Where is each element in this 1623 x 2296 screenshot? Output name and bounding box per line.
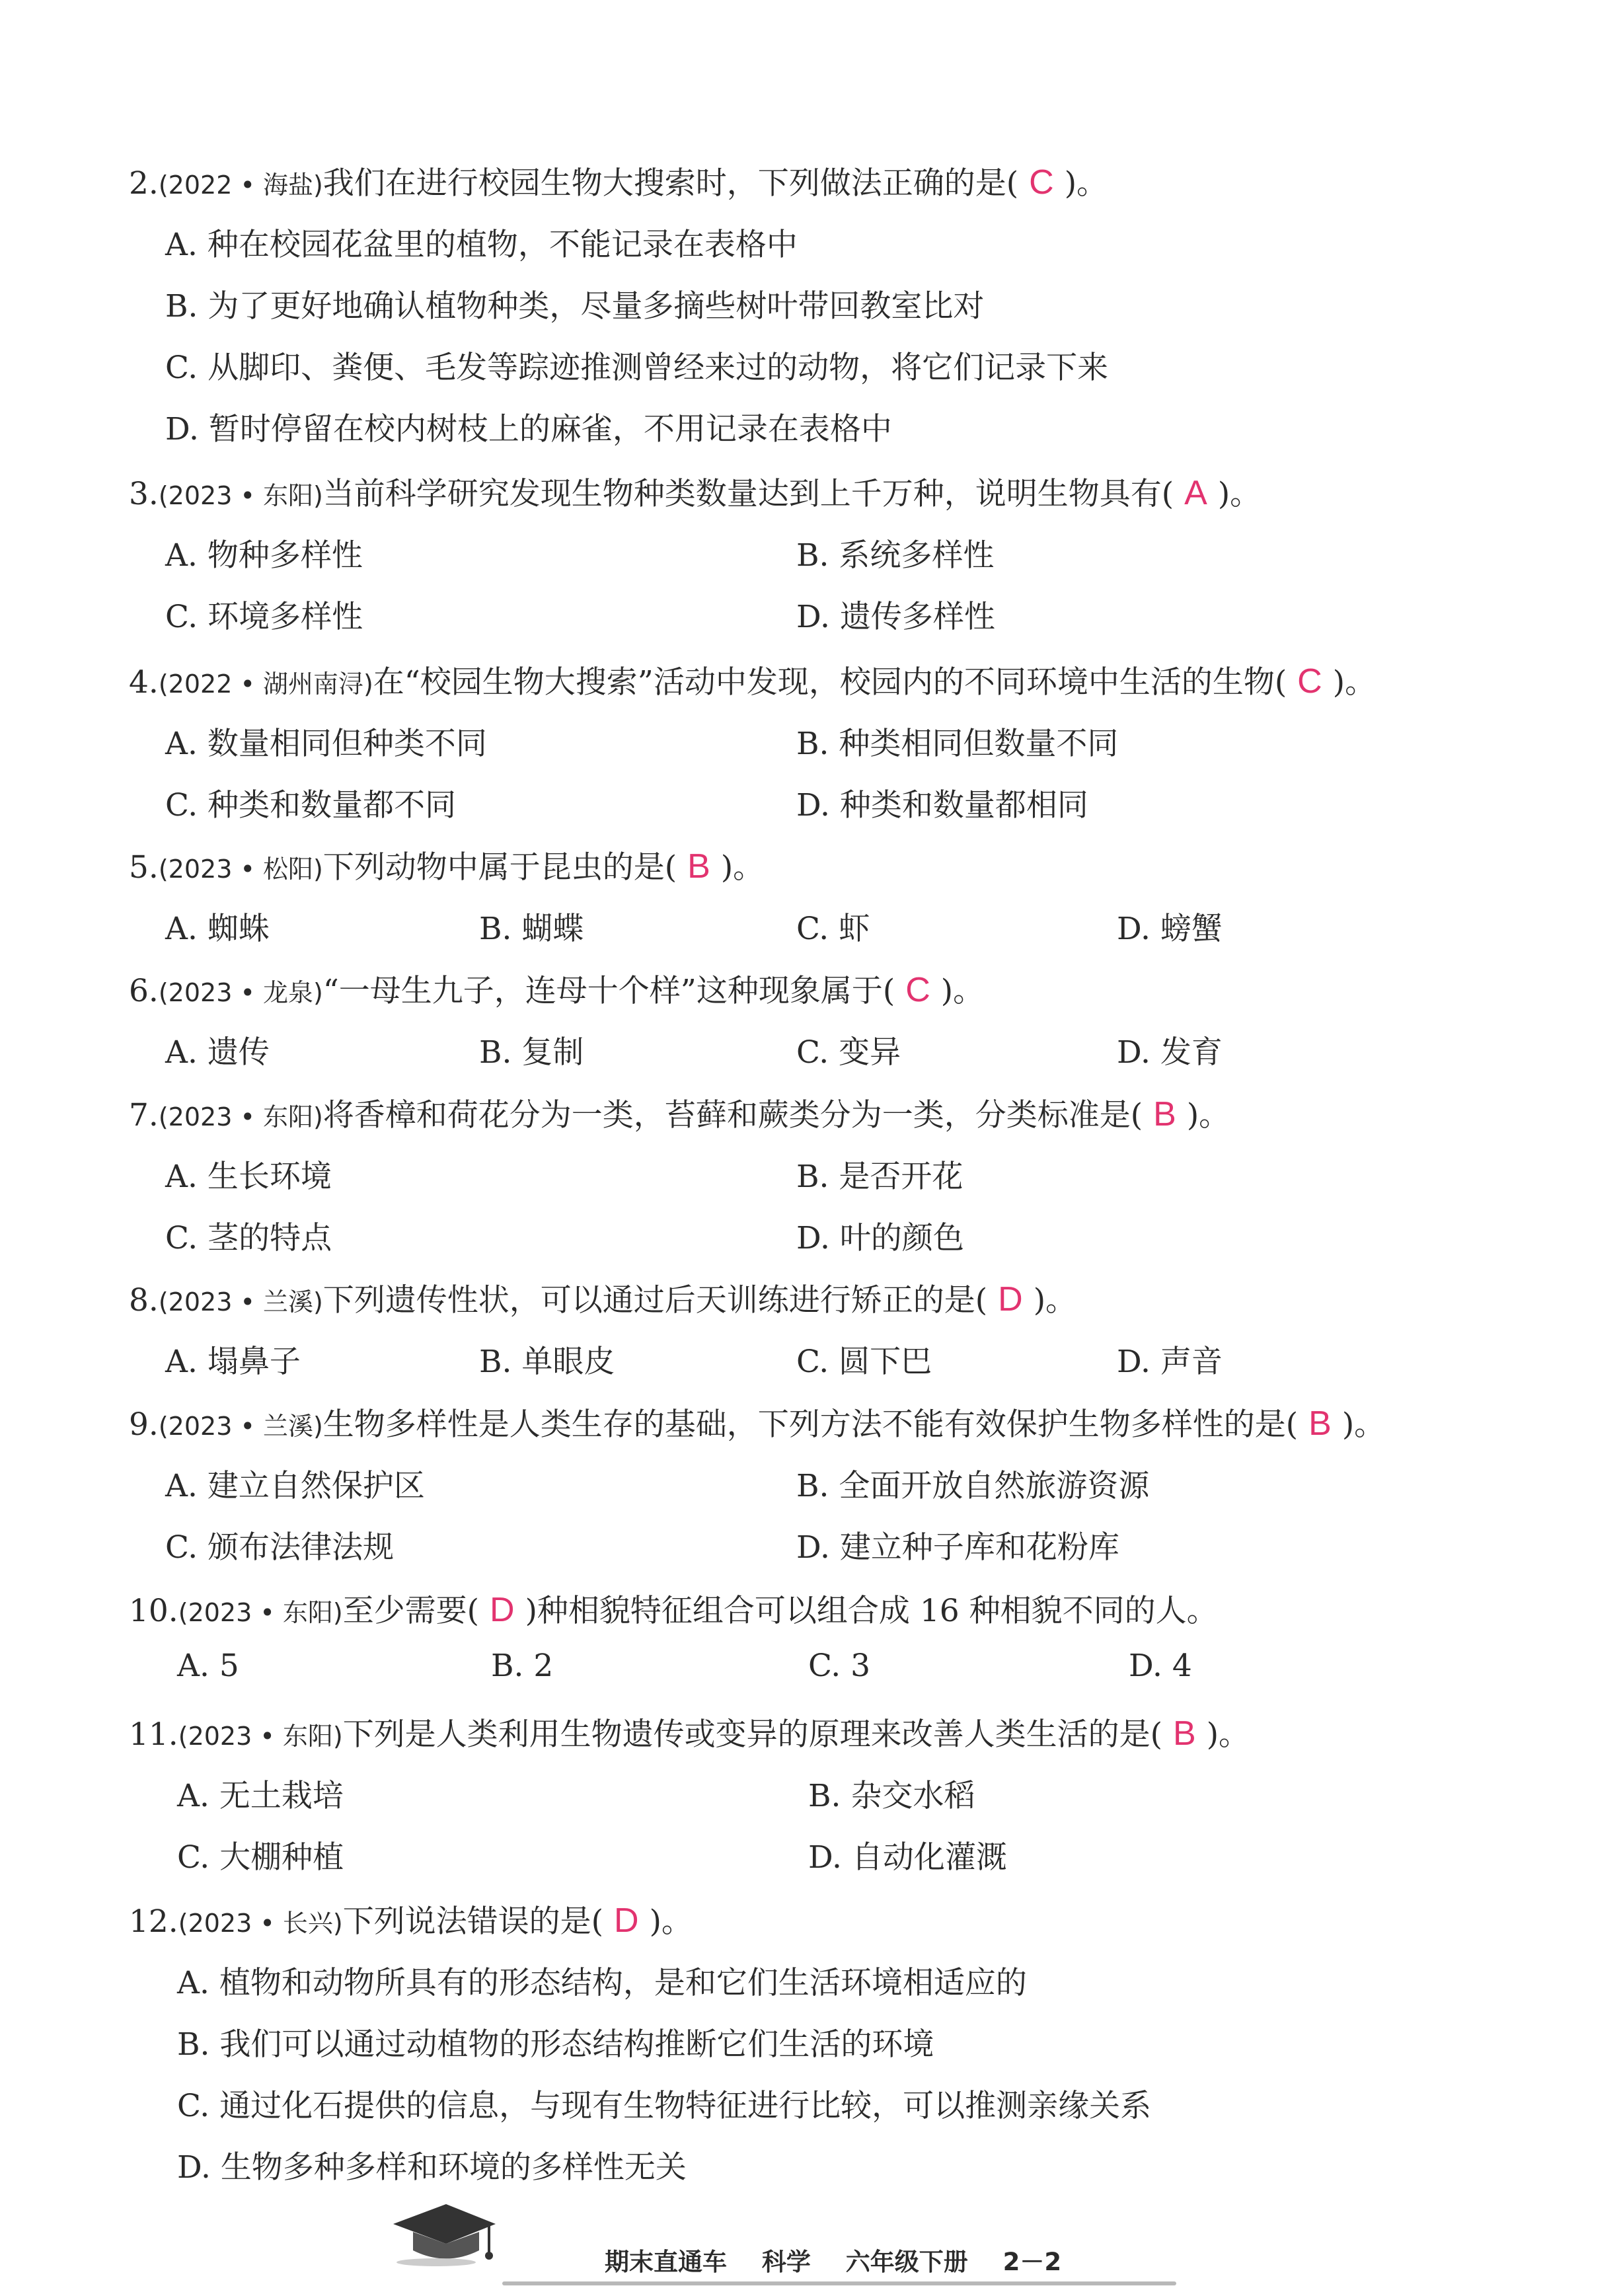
question-source: (2023 • 东阳) <box>158 481 323 510</box>
option-b: B. 单眼皮 <box>479 1344 615 1380</box>
answer-mark: D <box>998 1280 1023 1319</box>
option-b: B. 2 <box>491 1648 554 1684</box>
option-a: A. 植物和动物所具有的形态结构，是和它们生活环境相适应的 <box>177 1965 1027 2001</box>
question-number: 9. <box>129 1406 159 1443</box>
question-12 <box>129 1897 693 1941</box>
question-6 <box>129 966 984 1011</box>
question-text-end: )。 <box>1341 1406 1386 1443</box>
question-2 <box>129 159 1108 203</box>
question-text-end: )。 <box>1064 165 1108 202</box>
graduation-cap-icon <box>383 2198 502 2270</box>
question-4 <box>129 658 1376 702</box>
answer-mark: C <box>1297 662 1322 701</box>
option-a: A. 种在校园花盆里的植物，不能记录在表格中 <box>165 227 798 263</box>
option-a: A. 塌鼻子 <box>165 1344 301 1380</box>
question-number: 3. <box>129 476 159 512</box>
answer-mark: D <box>614 1901 639 1940</box>
option-a: A. 5 <box>177 1648 239 1684</box>
option-b: B. 种类相同但数量不同 <box>796 726 1119 762</box>
question-text: “一母生九子，连母十个样”这种现象属于( <box>322 973 895 1009</box>
question-7 <box>129 1091 1230 1135</box>
question-number: 4. <box>129 664 159 701</box>
option-a: A. 生长环境 <box>165 1159 332 1195</box>
question-text: 当前科学研究发现生物种类数量达到上千万种，说明生物具有( <box>322 476 1174 512</box>
question-number: 7. <box>129 1097 159 1133</box>
option-c: C. 虾 <box>796 911 870 947</box>
question-text-end: )。 <box>940 973 985 1009</box>
option-a: A. 遗传 <box>165 1034 270 1071</box>
question-text-end: )。 <box>649 1903 693 1940</box>
option-d: D. 4 <box>1129 1648 1192 1684</box>
question-text-end: )。 <box>720 849 765 886</box>
option-b: B. 蝴蝶 <box>479 911 584 947</box>
question-text: 我们在进行校园生物大搜索时，下列做法正确的是( <box>322 165 1019 202</box>
option-c: C. 圆下巴 <box>796 1344 932 1380</box>
answer-mark: B <box>687 847 710 886</box>
footer-subject: 科学 <box>761 2248 811 2276</box>
question-source: (2023 • 龙泉) <box>158 978 323 1007</box>
question-number: 11. <box>129 1716 178 1753</box>
option-b: B. 是否开花 <box>796 1159 963 1195</box>
question-5 <box>129 843 764 887</box>
option-c: C. 3 <box>808 1648 871 1684</box>
question-number: 2. <box>129 165 159 202</box>
question-text: 至少需要( <box>342 1593 480 1629</box>
option-c: C. 环境多样性 <box>165 599 363 635</box>
option-d: D. 生物多种多样和环境的多样性无关 <box>177 2149 687 2186</box>
option-c: C. 大棚种植 <box>177 1839 344 1876</box>
footer-book: 期末直通车 <box>605 2248 727 2276</box>
answer-mark: C <box>905 971 930 1009</box>
option-d: D. 叶的颜色 <box>796 1220 964 1256</box>
question-text-end: )。 <box>1332 664 1377 701</box>
question-11 <box>129 1710 1250 1754</box>
answer-mark: A <box>1184 474 1207 512</box>
question-source: (2022 • 海盐) <box>158 171 323 200</box>
option-d: D. 自动化灌溉 <box>808 1839 1007 1876</box>
option-c: C. 种类和数量都不同 <box>165 787 457 823</box>
question-text: 下列动物中属于昆虫的是( <box>322 849 677 886</box>
option-d: D. 发育 <box>1117 1034 1223 1071</box>
question-10 <box>129 1586 1218 1630</box>
answer-mark: B <box>1308 1404 1332 1443</box>
question-number: 5. <box>129 849 159 886</box>
question-source: (2023 • 松阳) <box>158 855 323 884</box>
question-number: 10. <box>129 1593 178 1629</box>
option-a: A. 数量相同但种类不同 <box>165 726 487 762</box>
question-source: (2023 • 东阳) <box>178 1722 343 1751</box>
option-d: D. 声音 <box>1117 1344 1223 1380</box>
option-c: C. 茎的特点 <box>165 1220 332 1256</box>
option-c: C. 颁布法律法规 <box>165 1529 395 1566</box>
option-a: A. 物种多样性 <box>165 537 363 574</box>
question-text-end: )。 <box>1206 1716 1250 1753</box>
question-number: 8. <box>129 1282 159 1319</box>
question-9 <box>129 1400 1385 1444</box>
option-d: D. 建立种子库和花粉库 <box>796 1529 1119 1566</box>
answer-mark: C <box>1029 163 1054 202</box>
footer-grade: 六年级下册 <box>845 2248 968 2276</box>
question-text-end: )。 <box>1217 476 1262 512</box>
option-d: D. 螃蟹 <box>1117 911 1223 947</box>
option-a: A. 建立自然保护区 <box>165 1468 425 1504</box>
option-b: B. 系统多样性 <box>796 537 995 574</box>
footer-page: 2－2 <box>1002 2248 1062 2276</box>
footer <box>605 2242 1088 2277</box>
question-text: 下列遗传性状，可以通过后天训练进行矫正的是( <box>322 1282 988 1319</box>
question-source: (2023 • 东阳) <box>158 1102 323 1131</box>
question-source: (2023 • 长兴) <box>178 1909 343 1938</box>
question-number: 6. <box>129 973 159 1009</box>
question-source: (2022 • 湖州南浔) <box>158 670 373 699</box>
question-8 <box>129 1276 1076 1320</box>
option-a: A. 蜘蛛 <box>165 911 270 947</box>
option-b: B. 杂交水稻 <box>808 1778 975 1814</box>
question-source: (2023 • 兰溪) <box>158 1287 323 1317</box>
option-d: D. 种类和数量都相同 <box>796 787 1088 823</box>
footer-divider <box>502 2281 1176 2285</box>
question-3 <box>129 469 1261 514</box>
option-b: B. 我们可以通过动植物的形态结构推断它们生活的环境 <box>177 2026 934 2063</box>
question-text-end: )。 <box>1186 1097 1230 1133</box>
option-d: D. 暂时停留在校内树枝上的麻雀，不用记录在表格中 <box>165 411 892 447</box>
option-b: B. 复制 <box>479 1034 584 1071</box>
question-text: 在“校园生物大搜索”活动中发现，校园内的不同环境中生活的生物( <box>373 664 1287 701</box>
question-source: (2023 • 东阳) <box>178 1598 343 1627</box>
option-a: A. 无土栽培 <box>177 1778 344 1814</box>
option-b: B. 全面开放自然旅游资源 <box>796 1468 1150 1504</box>
answer-mark: B <box>1173 1714 1196 1753</box>
option-c: C. 变异 <box>796 1034 901 1071</box>
option-c: C. 从脚印、粪便、毛发等踪迹推测曾经来过的动物，将它们记录下来 <box>165 350 1109 386</box>
question-text: 生物多样性是人类生存的基础，下列方法不能有效保护生物多样性的是( <box>322 1406 1299 1443</box>
answer-mark: B <box>1153 1095 1176 1133</box>
question-text-end: )。 <box>1033 1282 1077 1319</box>
question-text-end: )种相貌特征组合可以组合成 16 种相貌不同的人。 <box>525 1593 1218 1629</box>
question-text: 将香樟和荷花分为一类，苔藓和蕨类分为一类，分类标准是( <box>322 1097 1143 1133</box>
question-text: 下列说法错误的是( <box>342 1903 604 1940</box>
question-number: 12. <box>129 1903 178 1940</box>
option-c: C. 通过化石提供的信息，与现有生物特征进行比较，可以推测亲缘关系 <box>177 2088 1152 2124</box>
question-text: 下列是人类利用生物遗传或变异的原理来改善人类生活的是( <box>342 1716 1163 1753</box>
answer-mark: D <box>490 1591 515 1629</box>
question-source: (2023 • 兰溪) <box>158 1412 323 1441</box>
option-b: B. 为了更好地确认植物种类，尽量多摘些树叶带回教室比对 <box>165 288 985 325</box>
option-d: D. 遗传多样性 <box>796 599 995 635</box>
